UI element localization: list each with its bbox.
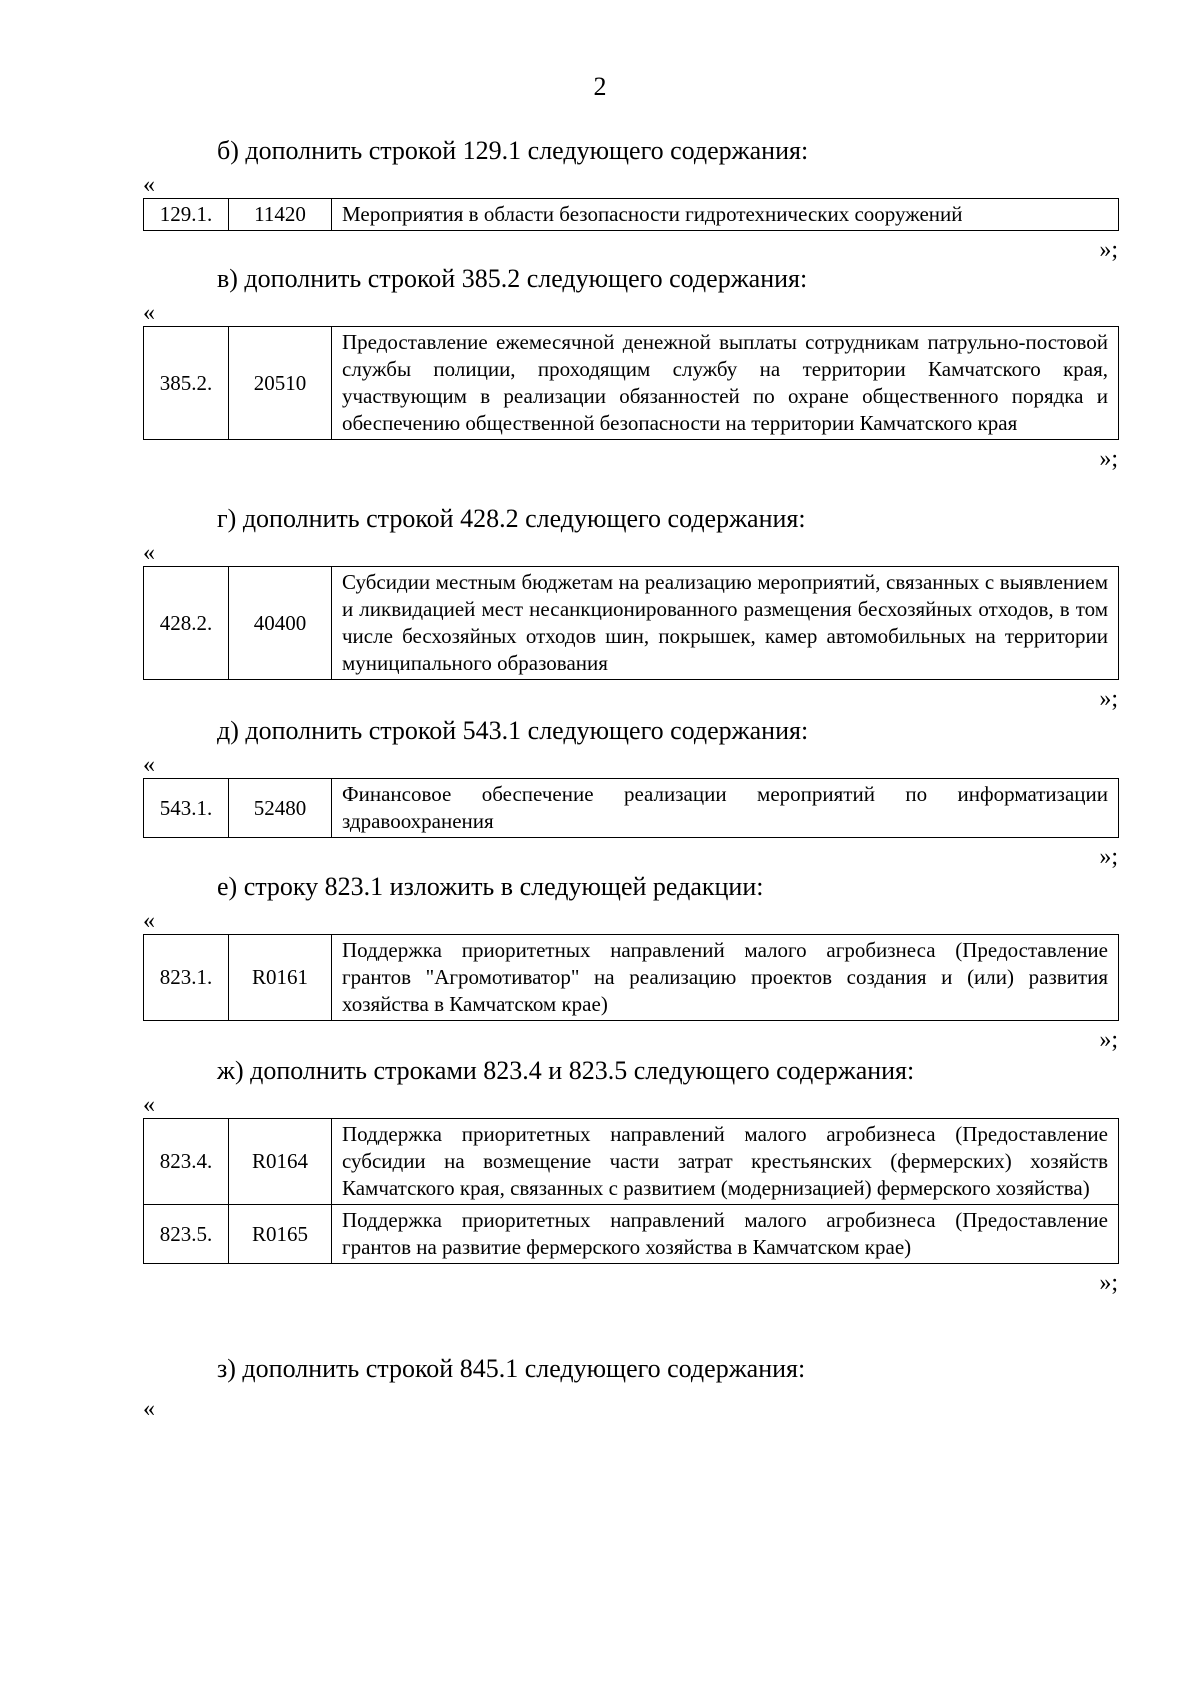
page-number: 2 — [593, 72, 607, 101]
section-g — [143, 502, 1118, 712]
row-description: Предоставление ежемесячной денежной выплаты сотрудникам патрульно-постовой службы полиции, проходящим службу на территории Камчатского края, участвующим в реализации обязанностей по охране общественного порядка и обеспечению общественной безопасности на территории Камчатского края — [332, 327, 1119, 440]
row-description: Поддержка приоритетных направлений малого агробизнеса (Предоставление субсидии на возмещение части затрат крестьянских (фермерских) хозяйств Камчатского края, связанных с развитием (модернизацией) фермерского хозяйства) — [332, 1119, 1119, 1205]
table-row — [144, 567, 1119, 680]
row-number: 428.2. — [144, 567, 229, 680]
row-code: 40400 — [229, 567, 332, 680]
close-quote: »; — [1099, 446, 1118, 472]
table-row — [144, 935, 1119, 1021]
row-code: R0165 — [229, 1205, 332, 1264]
row-description: Поддержка приоритетных направлений малого агробизнеса (Предоставление грантов "Агромотиватор" на реализацию проектов создания и (или) развития хозяйства в Камчатском крае) — [332, 935, 1119, 1021]
table-row — [144, 199, 1119, 231]
row-code: R0164 — [229, 1119, 332, 1205]
row-description: Мероприятия в области безопасности гидротехнических сооружений — [332, 199, 1119, 231]
row-number: 823.4. — [144, 1119, 229, 1205]
section-v — [143, 262, 1118, 472]
table-row — [144, 1205, 1119, 1264]
table-row — [144, 779, 1119, 838]
section-heading: з) дополнить строкой 845.1 следующего содержания: — [217, 1354, 806, 1383]
table-row — [144, 1119, 1119, 1205]
amendment-table — [143, 326, 1119, 440]
row-number: 823.5. — [144, 1205, 229, 1264]
open-quote: « — [143, 1396, 155, 1422]
close-quote: »; — [1099, 686, 1118, 712]
close-quote: »; — [1099, 237, 1118, 263]
open-quote: « — [143, 300, 155, 326]
section-heading: д) дополнить строкой 543.1 следующего содержания: — [217, 716, 809, 745]
section-heading: в) дополнить строкой 385.2 следующего содержания: — [217, 264, 808, 293]
amendment-table — [143, 778, 1119, 838]
close-quote: »; — [1099, 844, 1118, 870]
row-description: Финансовое обеспечение реализации мероприятий по информатизации здравоохранения — [332, 779, 1119, 838]
section-heading: ж) дополнить строками 823.4 и 823.5 следующего содержания: — [217, 1056, 915, 1085]
row-number: 543.1. — [144, 779, 229, 838]
open-quote: « — [143, 172, 155, 198]
amendment-table — [143, 198, 1119, 231]
row-description: Поддержка приоритетных направлений малого агробизнеса (Предоставление грантов на развитие фермерского хозяйства в Камчатском крае) — [332, 1205, 1119, 1264]
open-quote: « — [143, 908, 155, 934]
row-number: 129.1. — [144, 199, 229, 231]
section-heading: е) строку 823.1 изложить в следующей редакции: — [217, 872, 764, 901]
open-quote: « — [143, 752, 155, 778]
row-code: 20510 — [229, 327, 332, 440]
row-code: 52480 — [229, 779, 332, 838]
section-zh — [143, 1054, 1118, 1296]
row-number: 823.1. — [144, 935, 229, 1021]
section-heading: б) дополнить строкой 129.1 следующего содержания: — [217, 136, 809, 165]
section-d — [143, 714, 1118, 870]
section-heading: г) дополнить строкой 428.2 следующего содержания: — [217, 504, 806, 533]
row-code: R0161 — [229, 935, 332, 1021]
section-z — [143, 1352, 1118, 1422]
section-b — [143, 134, 1118, 263]
close-quote: »; — [1099, 1270, 1118, 1296]
amendment-table — [143, 934, 1119, 1021]
table-row — [144, 327, 1119, 440]
row-number: 385.2. — [144, 327, 229, 440]
open-quote: « — [143, 1092, 155, 1118]
open-quote: « — [143, 540, 155, 566]
row-code: 11420 — [229, 199, 332, 231]
amendment-table — [143, 1118, 1119, 1264]
section-e — [143, 870, 1118, 1053]
close-quote: »; — [1099, 1027, 1118, 1053]
amendment-table — [143, 566, 1119, 680]
row-description: Субсидии местным бюджетам на реализацию мероприятий, связанных с выявлением и ликвидацией мест несанкционированного размещения бесхозяйных отходов, в том числе бесхозяйных отходов шин, покрышек, камер автомобильных на территории муниципального образования — [332, 567, 1119, 680]
